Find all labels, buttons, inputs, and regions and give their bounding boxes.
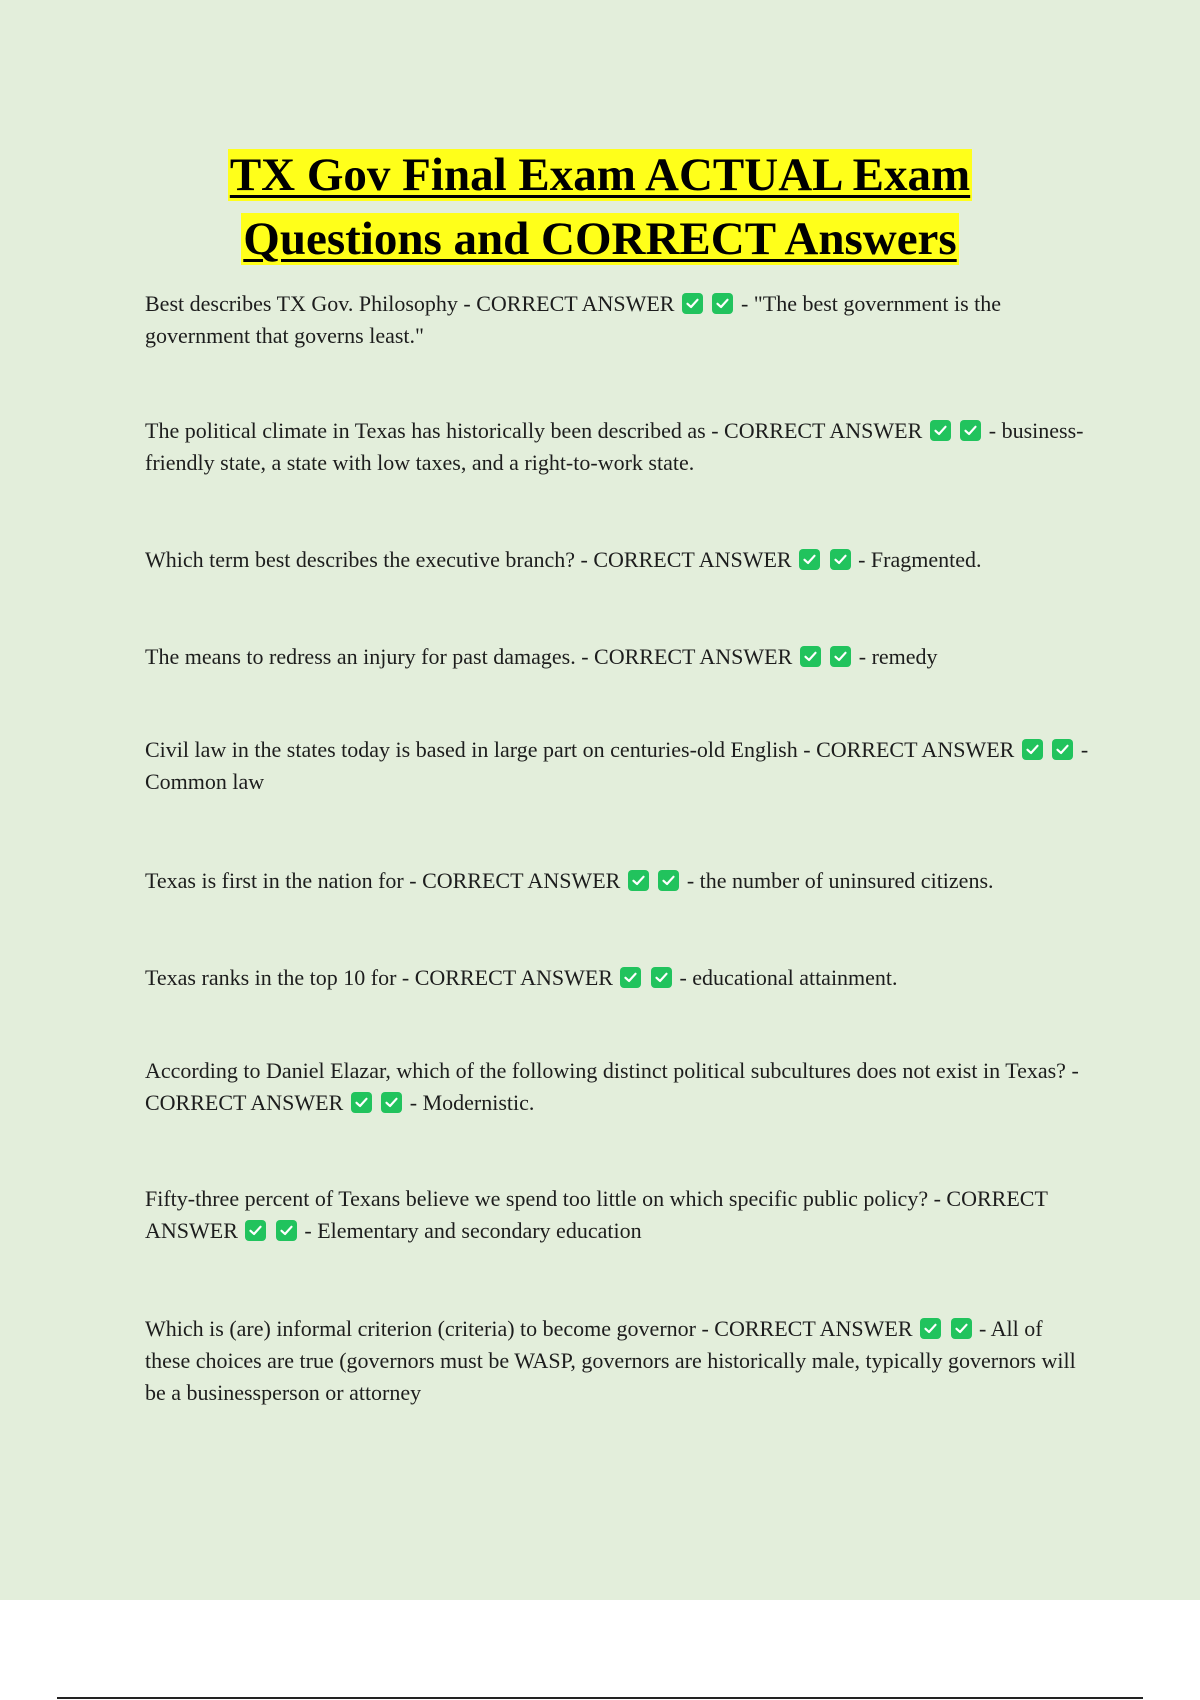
qa-item: Civil law in the states today is based in large part on centuries-old English - CORRECT ANSWER - Common law [145, 737, 1089, 794]
answer-marker: - CORRECT ANSWER [463, 291, 675, 316]
question-text: Texas ranks in the top 10 for [145, 965, 397, 990]
title-line-1: TX Gov Final Exam ACTUAL Exam [229, 149, 971, 201]
question-text: Civil law in the states today is based in large part on centuries-old English [145, 737, 798, 762]
check-mark-icon [620, 967, 641, 988]
answer-marker: - CORRECT ANSWER [701, 1316, 913, 1341]
answer-text: business-friendly state, a state with low taxes, and a right-to-work state. [145, 418, 1084, 475]
answer-marker: - CORRECT ANSWER [409, 868, 621, 893]
check-mark-icon [1052, 739, 1073, 760]
answer-text: remedy [871, 644, 938, 669]
check-mark-icon [658, 870, 679, 891]
answer-text: All of these choices are true (governors must be WASP, governors are historically male, typically governors will be a businessperson or attorney [145, 1316, 1076, 1405]
question-text: Which term best describes the executive branch? [145, 547, 576, 572]
qa-item: Which is (are) informal criterion (criteria) to become governor - CORRECT ANSWER - All of these choices are true (governors must be WASP, governors are historically male, typically governors will be a businessperson or attorney [145, 1316, 1076, 1405]
check-mark-icon [1022, 739, 1043, 760]
qa-item: The political climate in Texas has historically been described as - CORRECT ANSWER - business-friendly state, a state with low taxes, and a right-to-work state. [145, 418, 1084, 475]
check-mark-icon [351, 1092, 372, 1113]
question-text: Texas is first in the nation for [145, 868, 404, 893]
qa-item: Texas is first in the nation for - CORRECT ANSWER - the number of uninsured citizens. [145, 868, 994, 893]
question-text: The means to redress an injury for past damages. [145, 644, 576, 669]
answer-marker: - CORRECT ANSWER [401, 965, 613, 990]
footer-divider [57, 1697, 1143, 1699]
qa-item: Fifty-three percent of Texans believe we spend too little on which specific public policy? - CORRECT ANSWER - Elementary and secondary education [145, 1186, 1048, 1243]
check-mark-icon [830, 646, 851, 667]
question-text: Best describes TX Gov. Philosophy [145, 291, 458, 316]
document-title [0, 143, 1200, 271]
answer-marker: - CORRECT ANSWER [145, 1058, 1079, 1115]
answer-text: educational attainment. [692, 965, 898, 990]
answer-text: "The best government is the government that governs least." [145, 291, 1002, 348]
answer-text: Modernistic. [422, 1090, 535, 1115]
title-line-2: Questions and CORRECT Answers [243, 213, 957, 265]
answer-text: Elementary and secondary education [317, 1218, 642, 1243]
check-mark-icon [920, 1318, 941, 1339]
check-mark-icon [830, 549, 851, 570]
check-mark-icon [960, 420, 981, 441]
check-mark-icon [951, 1318, 972, 1339]
qa-item: Which term best describes the executive branch? - CORRECT ANSWER - Fragmented. [145, 547, 982, 572]
check-mark-icon [682, 293, 703, 314]
check-mark-icon [800, 646, 821, 667]
question-text: Fifty-three percent of Texans believe we spend too little on which specific public policy? [145, 1186, 929, 1211]
qa-item: According to Daniel Elazar, which of the following distinct political subcultures does not exist in Texas? - CORRECT ANSWER - Modernistic. [145, 1058, 1079, 1115]
check-mark-icon [799, 549, 820, 570]
answer-marker: - CORRECT ANSWER [803, 737, 1015, 762]
answer-text: Common law [145, 769, 265, 794]
check-mark-icon [930, 420, 951, 441]
check-mark-icon [651, 967, 672, 988]
question-text: The political climate in Texas has historically been described as [145, 418, 706, 443]
answer-text: Fragmented. [870, 547, 982, 572]
check-mark-icon [245, 1220, 266, 1241]
qa-item: Texas ranks in the top 10 for - CORRECT ANSWER - educational attainment. [145, 965, 898, 990]
question-text: According to Daniel Elazar, which of the following distinct political subcultures does not exist in Texas? [145, 1058, 1066, 1083]
answer-marker: - CORRECT ANSWER [711, 418, 923, 443]
qa-item: Best describes TX Gov. Philosophy - CORRECT ANSWER - "The best government is the government that governs least." [145, 291, 1002, 348]
answer-marker: - CORRECT ANSWER [580, 547, 792, 572]
check-mark-icon [712, 293, 733, 314]
answer-marker: - CORRECT ANSWER [581, 644, 793, 669]
check-mark-icon [276, 1220, 297, 1241]
qa-item: The means to redress an injury for past damages. - CORRECT ANSWER - remedy [145, 644, 938, 669]
question-text: Which is (are) informal criterion (criteria) to become governor [145, 1316, 696, 1341]
check-mark-icon [628, 870, 649, 891]
answer-text: the number of uninsured citizens. [699, 868, 994, 893]
check-mark-icon [381, 1092, 402, 1113]
answer-marker: - CORRECT ANSWER [145, 1186, 1048, 1243]
